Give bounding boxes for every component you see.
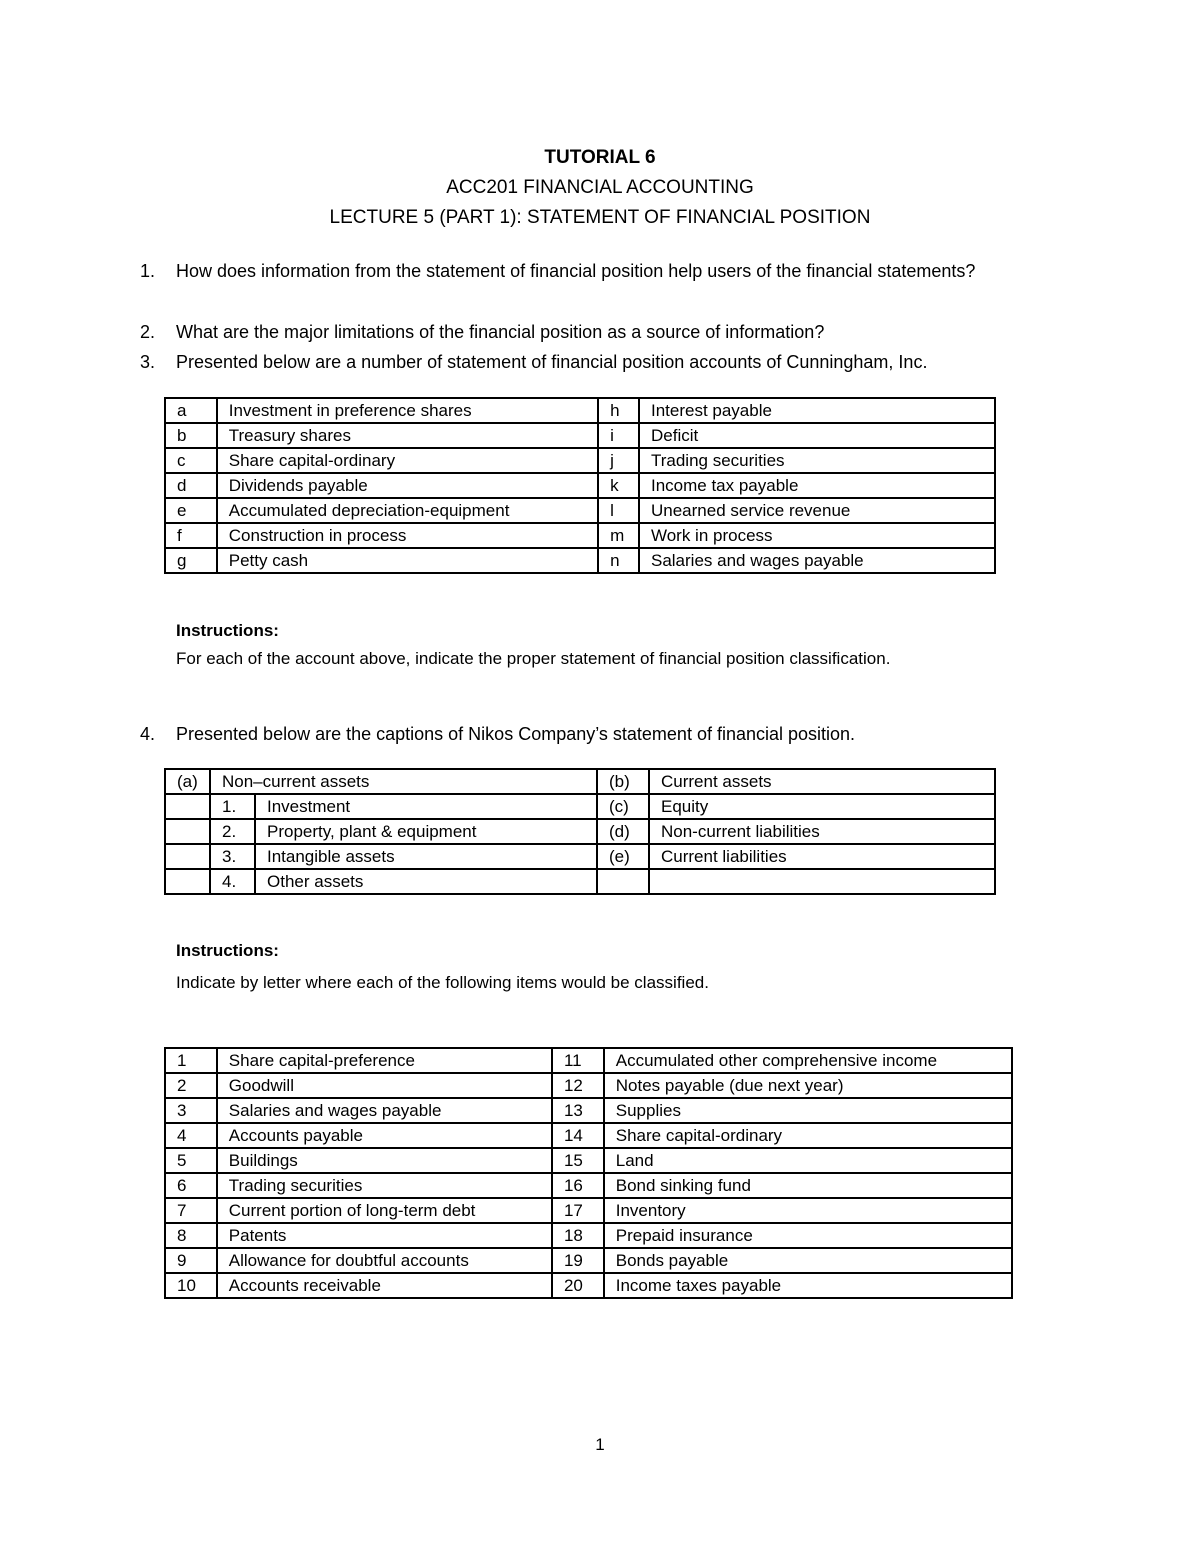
item-number: 17 [552,1198,604,1223]
question-text: How does information from the statement of financial position help users of the financial statements? [176,261,976,281]
item-number: 15 [552,1148,604,1173]
table-row [165,423,995,448]
tutorial-title: TUTORIAL 6 [544,147,656,168]
instructions-1 [176,617,890,673]
item-number: 12 [552,1073,604,1098]
item-name: Accumulated other comprehensive income [604,1048,1012,1073]
account-letter: i [598,423,639,448]
item-number: 7 [165,1198,217,1223]
items-table [164,1047,1013,1299]
instructions-text: Indicate by letter where each of the following items would be classified. [176,973,709,992]
account-name: Work in process [639,523,995,548]
item-name: Accounts receivable [217,1273,552,1298]
instructions-heading: Instructions: [176,941,279,960]
instructions-2 [176,937,709,997]
caption-label: Current liabilities [649,844,995,869]
caption-label [649,869,995,894]
account-letter: m [598,523,639,548]
table-row [165,794,995,819]
item-name: Prepaid insurance [604,1223,1012,1248]
table-row [165,1173,1012,1198]
account-letter: e [165,498,217,523]
account-letter: k [598,473,639,498]
item-number: 14 [552,1123,604,1148]
account-name: Trading securities [639,448,995,473]
item-name: Land [604,1148,1012,1173]
sub-label: Other assets [255,869,597,894]
account-letter: j [598,448,639,473]
instructions-text: For each of the account above, indicate the proper statement of financial position classification. [176,649,891,668]
account-name: Dividends payable [217,473,598,498]
account-name: Deficit [639,423,995,448]
item-number: 19 [552,1248,604,1273]
account-letter: n [598,548,639,573]
table-row [165,844,995,869]
table-row [165,1123,1012,1148]
lecture-title: LECTURE 5 (PART 1): STATEMENT OF FINANCIAL POSITION [329,207,871,228]
sub-number: 2. [210,819,255,844]
table-row [165,398,995,423]
table-row [165,523,995,548]
account-name: Treasury shares [217,423,598,448]
table-row [165,498,995,523]
account-letter: a [165,398,217,423]
table-row [165,448,995,473]
account-name: Share capital-ordinary [217,448,598,473]
item-name: Supplies [604,1098,1012,1123]
caption-label: Equity [649,794,995,819]
question-text: Presented below are a number of statement of financial position accounts of Cunningham, Inc. [176,352,928,372]
question-number: 4. [140,724,156,744]
table-row [165,1248,1012,1273]
table-row [165,1073,1012,1098]
page-number: 1 [595,1435,605,1454]
item-number: 18 [552,1223,604,1248]
item-number: 10 [165,1273,217,1298]
question-3 [140,347,1040,377]
account-letter: h [598,398,639,423]
account-letter: l [598,498,639,523]
item-name: Trading securities [217,1173,552,1198]
item-number: 20 [552,1273,604,1298]
item-number: 1 [165,1048,217,1073]
account-letter: f [165,523,217,548]
item-name: Allowance for doubtful accounts [217,1248,552,1273]
caption-letter: (c) [597,794,649,819]
course-title: ACC201 FINANCIAL ACCOUNTING [446,177,754,198]
item-number: 9 [165,1248,217,1273]
question-4 [140,719,1040,749]
item-name: Notes payable (due next year) [604,1073,1012,1098]
table-row [165,548,995,573]
captions-table [164,768,996,895]
sub-label: Property, plant & equipment [255,819,597,844]
table-row [165,1223,1012,1248]
table-row [165,473,995,498]
table-row [165,869,995,894]
account-name: Unearned service revenue [639,498,995,523]
question-number: 3. [140,352,156,372]
table-row [165,1198,1012,1223]
caption-letter: (e) [597,844,649,869]
item-name: Accounts payable [217,1123,552,1148]
question-number: 1. [140,261,156,281]
instructions-heading: Instructions: [176,621,279,640]
table-row [165,1048,1012,1073]
item-name: Inventory [604,1198,1012,1223]
item-number: 6 [165,1173,217,1198]
item-name: Salaries and wages payable [217,1098,552,1123]
item-number: 16 [552,1173,604,1198]
item-name: Share capital-ordinary [604,1123,1012,1148]
question-text: Presented below are the captions of Nikos Company’s statement of financial position. [176,724,856,744]
caption-letter [597,869,649,894]
item-name: Current portion of long-term debt [217,1198,552,1223]
document-header [0,143,1200,233]
item-name: Bonds payable [604,1248,1012,1273]
caption-letter: (d) [597,819,649,844]
caption-label: Current assets [649,769,995,794]
table-row [165,1098,1012,1123]
item-number: 8 [165,1223,217,1248]
item-name: Bond sinking fund [604,1173,1012,1198]
item-name: Buildings [217,1148,552,1173]
question-text: What are the major limitations of the financial position as a source of information? [176,322,825,342]
table-row [165,769,995,794]
caption-letter: (b) [597,769,649,794]
table-row [165,819,995,844]
question-1 [140,256,1040,286]
item-number: 5 [165,1148,217,1173]
item-name: Goodwill [217,1073,552,1098]
item-number: 2 [165,1073,217,1098]
sub-label: Intangible assets [255,844,597,869]
account-name: Accumulated depreciation-equipment [217,498,598,523]
account-name: Income tax payable [639,473,995,498]
item-number: 3 [165,1098,217,1123]
table-row [165,1148,1012,1173]
sub-number: 3. [210,844,255,869]
account-letter: d [165,473,217,498]
caption-label: Non-current liabilities [649,819,995,844]
question-2 [140,317,1040,347]
account-name: Construction in process [217,523,598,548]
account-letter: c [165,448,217,473]
caption-letter: (a) [165,769,210,794]
question-number: 2. [140,322,156,342]
sub-number: 1. [210,794,255,819]
item-number: 13 [552,1098,604,1123]
account-name: Salaries and wages payable [639,548,995,573]
account-letter: b [165,423,217,448]
item-name: Income taxes payable [604,1273,1012,1298]
item-number: 11 [552,1048,604,1073]
item-number: 4 [165,1123,217,1148]
sub-label: Investment [255,794,597,819]
account-name: Investment in preference shares [217,398,598,423]
item-name: Share capital-preference [217,1048,552,1073]
table-row [165,1273,1012,1298]
caption-label: Non–current assets [210,769,597,794]
accounts-table [164,397,996,574]
account-name: Petty cash [217,548,598,573]
account-letter: g [165,548,217,573]
sub-number: 4. [210,869,255,894]
account-name: Interest payable [639,398,995,423]
item-name: Patents [217,1223,552,1248]
